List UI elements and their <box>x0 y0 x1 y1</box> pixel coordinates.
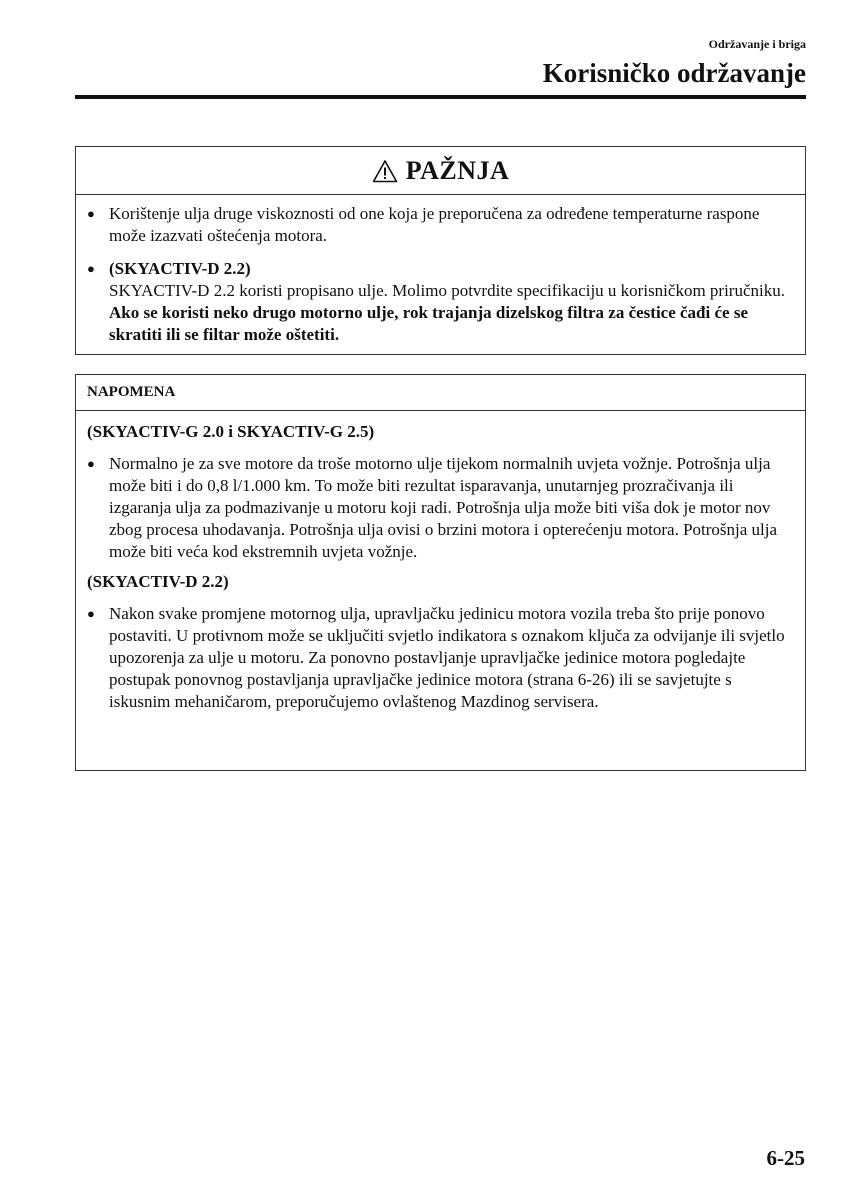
bullet: ● <box>87 206 95 221</box>
caution-item-bold-text: Ako se koristi neko drugo motorno ulje, rok trajanja dizelskog filtra za čestice čađi će se skratiti ili se filtar može oštetiti. <box>109 303 748 344</box>
caution-body <box>76 195 805 346</box>
note-section-heading: (SKYACTIV-G 2.0 i SKYACTIV-G 2.5) <box>87 422 375 441</box>
page-title: Korisničko održavanje <box>542 58 806 88</box>
list-item <box>87 603 791 713</box>
caution-header <box>76 147 805 195</box>
note-item-text: Normalno je za sve motore da troše motorno ulje tijekom normalnih uvjeta vožnje. Potrošnja ulja može biti i do 0,8 l/1.000 km. To može biti rezultat isparavanja, unutarnjeg prozračivanja ili izgaranja ulja za podmazivanje u motoru koji radi. Potrošnja ulja može biti viša dok je motor nov zbog procesa uhodavanja. Potrošnja ulja ovisi o brzini motora i opterećenju motora. Potrošnja ulja može biti veća kod ekstremnih uvjeta vožnje. <box>109 454 778 561</box>
caution-box <box>75 146 806 355</box>
note-section-heading: (SKYACTIV-D 2.2) <box>87 572 229 591</box>
list-item <box>87 203 791 247</box>
caution-title: PAŽNJA <box>405 155 510 185</box>
bullet: ● <box>87 606 95 621</box>
bullet: ● <box>87 261 95 276</box>
caution-item-heading: (SKYACTIV-D 2.2) <box>109 259 251 278</box>
note-header: NAPOMENA <box>76 375 805 411</box>
caution-item-text: Korištenje ulja druge viskoznosti od one koja je preporučena za određene temperaturne raspone može izazvati oštećenja motora. <box>109 204 760 245</box>
caution-item-text: SKYACTIV-D 2.2 koristi propisano ulje. Molimo potvrdite specifikaciju u korisničkom priručniku. <box>109 281 785 300</box>
note-item-text: Nakon svake promjene motornog ulja, upravljačku jedinicu motora vozila treba što prije ponovo postaviti. U protivnom može se uključiti svjetlo indikatora s oznakom ključa za odvijanje ili svjetlo upozorenja za ulje u motoru. Za ponovno postavljanje upravljačke jedinice motora pogledajte postupak ponovnog postavljanja upravljačke jedinice motora (strana 6-26) ili se savjetujte s iskusnim mehaničarom, preporučujemo ovlaštenog Mazdinog servisera. <box>109 604 785 711</box>
note-box <box>75 374 806 771</box>
header-rule <box>75 95 806 99</box>
bullet: ● <box>87 456 95 471</box>
list-item <box>87 453 791 563</box>
list-item <box>87 258 791 346</box>
warning-triangle-icon <box>372 159 398 183</box>
page-header <box>75 36 806 91</box>
section-label: Održavanje i briga <box>708 37 806 51</box>
page-number: 6-25 <box>766 1146 805 1170</box>
note-body <box>76 411 805 713</box>
